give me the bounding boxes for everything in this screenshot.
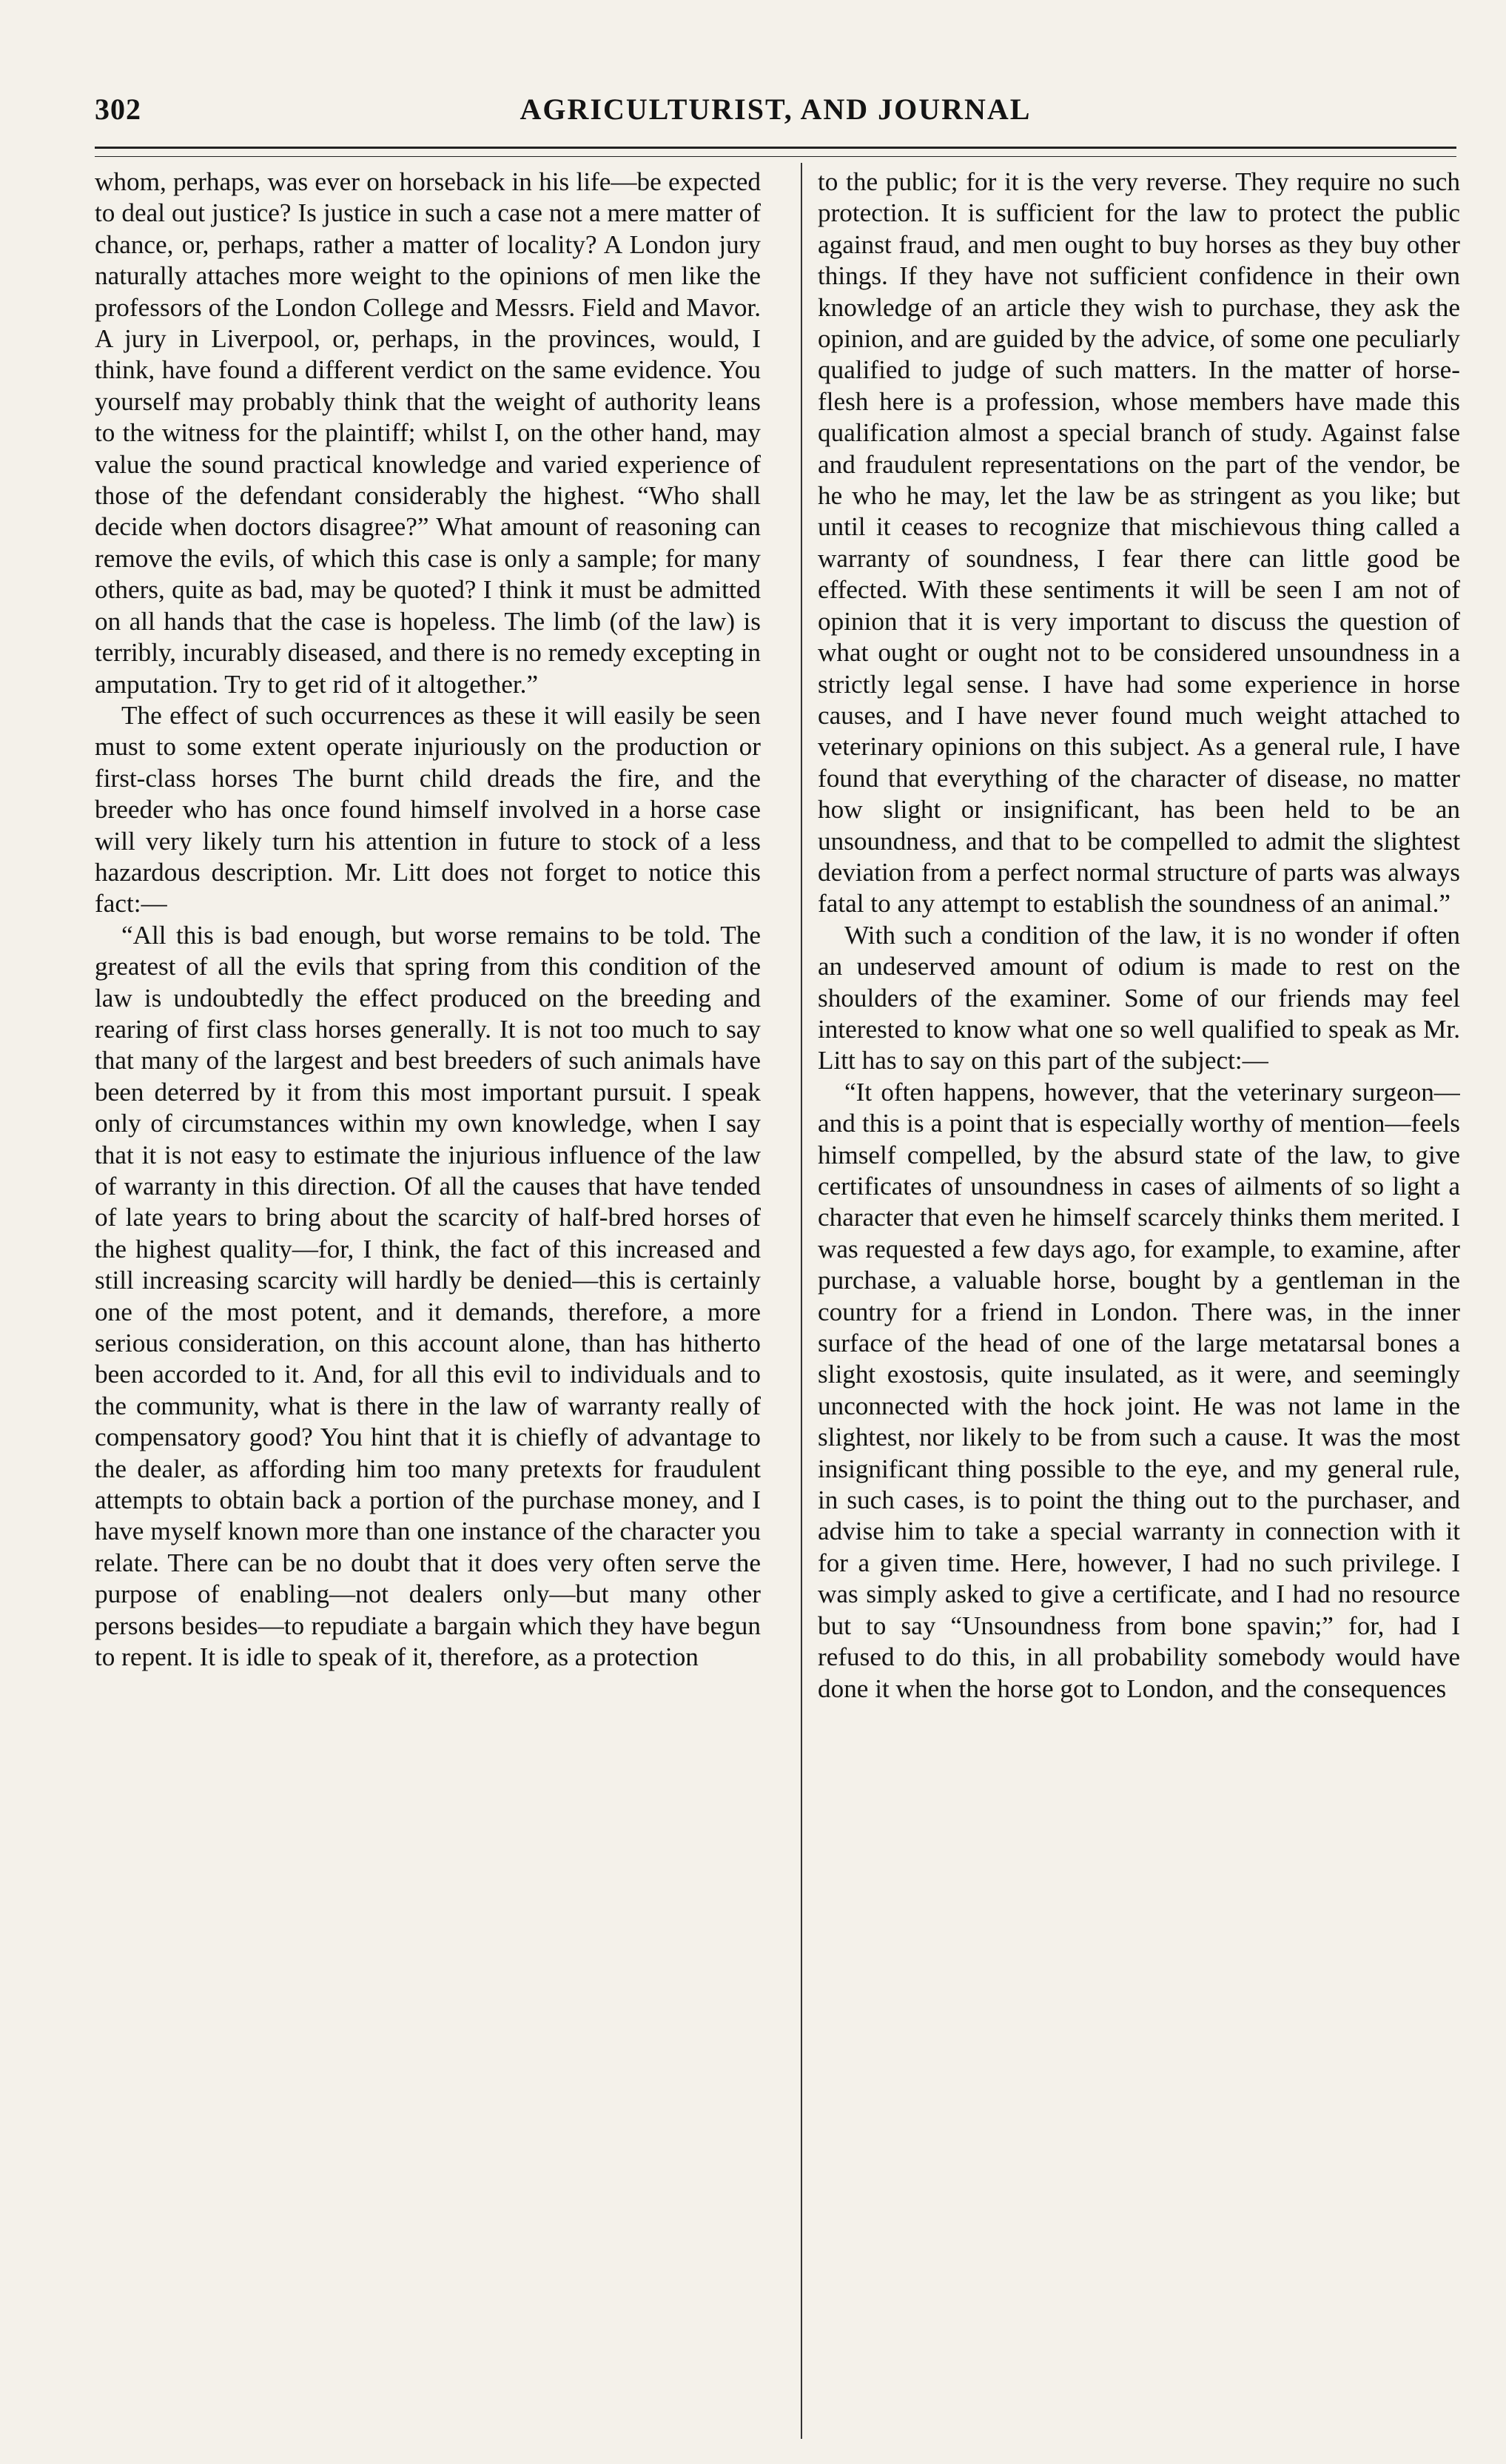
page-number: 302 (95, 93, 141, 126)
right-paragraph-2: With such a condition of the law, it is no wonder if often an undeserved amount of odium is made to rest on the shoulders of the examiner. Some of our friends may feel interested to know what one so well qualified to speak as Mr. Litt has to say on this part of the subject:— (818, 920, 1460, 1075)
right-paragraph-3: “It often happens, however, that the veterinary surgeon—and this is a point that is especially worthy of mention—feels himself compelled, by the absurd state of the law, to give certificates of unsoundness in cases of ailments of so light a character that even he himself scarcely thinks them merited. I was requested a few days ago, for example, to examine, after purchase, a valuable horse, bought by a gentleman in the country for a friend in London. There was, in the inner surface of the head of one of the large metatarsal bones a slight exostosis, quite insulated, as it were, and seemingly unconnected with the hock joint. He was not lame in the slightest, nor likely to be from such a cause. It was the most insignificant thing possible to the eye, and my general rule, in such cases, is to point the thing out to the purchaser, and advise him to take a special warranty in connection with it for a given time. Here, however, I had no such privilege. I was simply asked to give a certificate, and I had no resource but to say “Unsoundness from bone spavin;” for, had I refused to do this, in all probability somebody would have done it when the horse got to London, and the consequences (818, 1077, 1460, 1703)
left-column (95, 167, 761, 2431)
right-paragraph-1: to the public; for it is the very reverse. They require no such protection. It is sufficient for the law to protect the public against fraud, and men ought to buy horses as they buy other things. If they have not sufficient confidence in their own knowledge of an article they wish to purchase, they ask the opinion, and are guided by the advice, of some one peculiarly qualified to judge of such matters. In the matter of horse-flesh here is a profession, whose members have made this qualification almost a special branch of study. Against false and fraudulent representations on the part of the vendor, be he who he may, let the law be as stringent as you like; but until it ceases to recognize that mischievous thing called a warranty of soundness, I fear there can little good be effected. With these sentiments it will be seen I am not of opinion that it is very important to discuss the question of what ought or ought not to be considered unsoundness in a strictly legal sense. I have had some experience in horse causes, and I have never found much weight attached to veterinary opinions on this subject. As a general rule, I have found that everything of the character of disease, no matter how slight or insignificant, has been held to be an unsoundness, and that to be compelled to admit the slightest deviation from a perfect normal structure of parts was always fatal to any attempt to establish the soundness of an animal.” (818, 167, 1460, 919)
left-paragraph-1: whom, perhaps, was ever on horseback in his life—be expected to deal out justice? Is justice in such a case not a mere matter of chance, or, perhaps, rather a matter of locality? A London jury naturally attaches more weight to the opinions of men like the professors of the London College and Messrs. Field and Mavor. A jury in Liverpool, or, perhaps, in the provinces, would, I think, have found a different verdict on the same evidence. You yourself may probably think that the weight of authority leans to the witness for the plaintiff; whilst I, on the other hand, may value the sound practical knowledge and varied experience of those of the defendant considerably the highest. “Who shall decide when doctors disagree?” What amount of reasoning can remove the evils, of which this case is only a sample; for many others, quite as bad, may be quoted? I think it must be admitted on all hands that the case is hopeless. The limb (of the law) is terribly, incurably diseased, and there is no remedy excepting in amputation. Try to get rid of it altogether.” (95, 167, 761, 699)
page-header (95, 92, 1456, 136)
running-title: AGRICULTURIST, AND JOURNAL (520, 93, 1032, 126)
column-divider (801, 163, 802, 2439)
left-paragraph-2: The effect of such occurrences as these it will easily be seen must to some extent operate injuriously on the production or first-class horses The burnt child dreads the fire, and the breeder who has once found himself involved in a horse case will very likely turn his attention in future to stock of a less hazardous description. Mr. Litt does not forget to notice this fact:— (95, 700, 761, 919)
right-column (818, 167, 1460, 2431)
left-paragraph-3: “All this is bad enough, but worse remains to be told. The greatest of all the evils that spring from this condition of the law is undoubtedly the effect produced on the breeding and rearing of first class horses generally. It is not too much to say that many of the largest and best breeders of such animals have been deterred by it from this most important pursuit. I speak only of circumstances within my own knowledge, when I say that it is not easy to estimate the injurious influence of the law of warranty in this direction. Of all the causes that have tended of late years to bring about the scarcity of half-bred horses of the highest quality—for, I think, the fact of this increased and still increasing scarcity will hardly be denied—this is certainly one of the most potent, and it demands, therefore, a more serious consideration, on this account alone, than has hitherto been accorded to it. And, for all this evil to individuals and to the community, what is there in the law of warranty really of compensatory good? You hint that it is chiefly of advantage to the dealer, as affording him too many pretexts for fraudulent attempts to obtain back a portion of the purchase money, and I have myself known more than one instance of the character you relate. There can be no doubt that it does very often serve the purpose of enabling—not dealers only—but many other persons besides—to repudiate a bargain which they have begun to repent. It is idle to speak of it, therefore, as a protection (95, 920, 761, 1672)
header-rule (95, 147, 1456, 157)
